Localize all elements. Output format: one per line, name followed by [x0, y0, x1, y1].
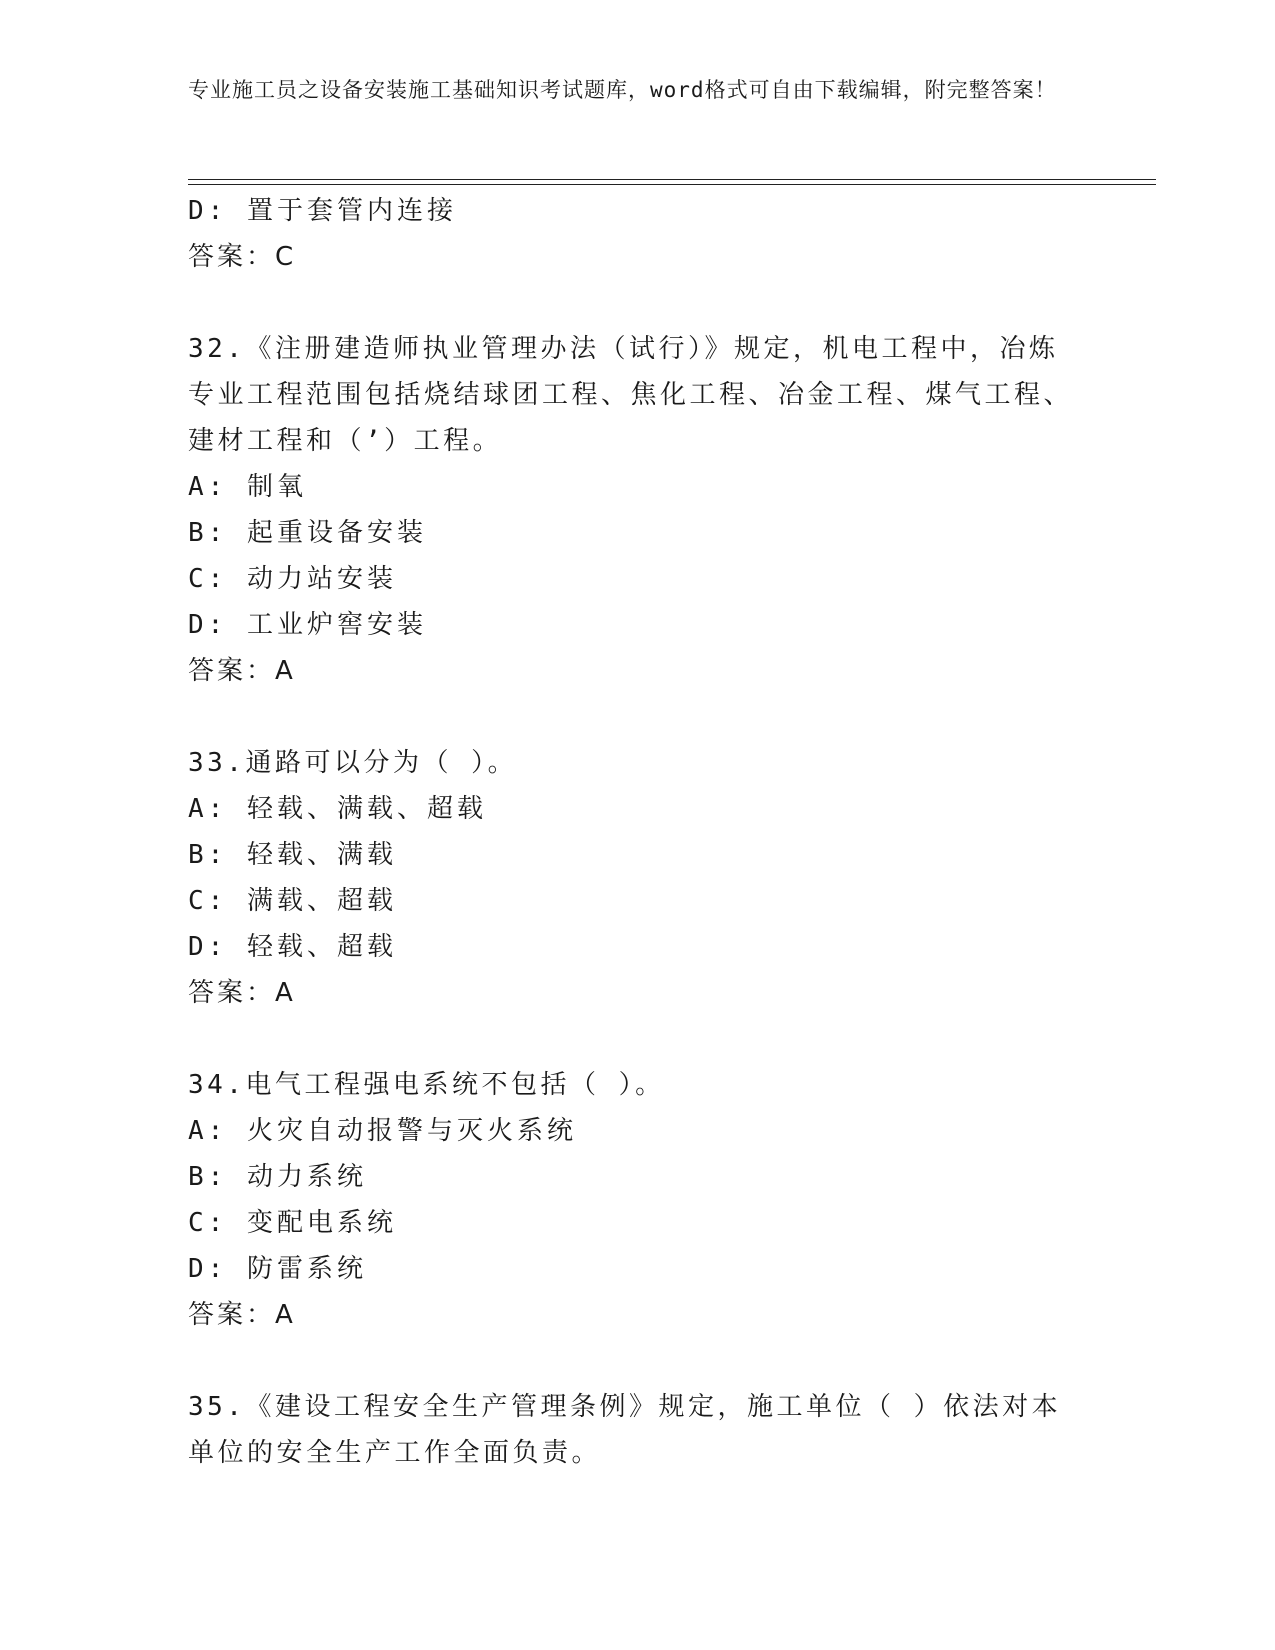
question-content [188, 188, 1088, 1476]
question-34 [188, 1062, 1088, 1338]
question-32 [188, 326, 1088, 694]
answer: 答案：A [188, 1300, 296, 1330]
spacer [188, 1016, 1088, 1062]
option-b: B: 轻载、满载 [188, 840, 397, 870]
option-d: D: 轻载、超载 [188, 932, 397, 962]
question-35 [188, 1384, 1088, 1476]
spacer [188, 694, 1088, 740]
answer: 答案：A [188, 656, 296, 686]
answer: 答案：A [188, 978, 296, 1008]
question-stem: 32.《注册建造师执业管理办法（试行）》规定，机电工程中，冶炼专业工程范围包括烧结球团工程、焦化工程、冶金工程、煤气工程、建材工程和（’）工程。 [188, 334, 1074, 456]
spacer [188, 1338, 1088, 1384]
option-d: D: 防雷系统 [188, 1254, 367, 1284]
question-stem: 35.《建设工程安全生产管理条例》规定，施工单位（ ）依法对本单位的安全生产工作全面负责。 [188, 1392, 1062, 1468]
header-rule-top [188, 179, 1156, 180]
question-33 [188, 740, 1088, 1016]
option-c: C: 动力站安装 [188, 564, 397, 594]
option-d: D: 工业炉窖安装 [188, 610, 427, 640]
option-b: B: 起重设备安装 [188, 518, 427, 548]
option-a: A: 火灾自动报警与灭火系统 [188, 1116, 577, 1146]
option-c: C: 满载、超载 [188, 886, 397, 916]
spacer [188, 280, 1088, 326]
header-rule-bottom [188, 184, 1156, 185]
option-a: A: 轻载、满载、超载 [188, 794, 487, 824]
answer: 答案：C [188, 242, 297, 272]
question-stem: 34.电气工程强电系统不包括（ ）。 [188, 1070, 665, 1100]
option-d: D: 置于套管内连接 [188, 196, 457, 226]
document-header: 专业施工员之设备安装施工基础知识考试题库，word格式可自由下载编辑，附完整答案！ [188, 78, 1057, 102]
option-b: B: 动力系统 [188, 1162, 367, 1192]
option-a: A: 制氧 [188, 472, 307, 502]
option-c: C: 变配电系统 [188, 1208, 397, 1238]
question-stem: 33.通路可以分为（ ）。 [188, 748, 518, 778]
